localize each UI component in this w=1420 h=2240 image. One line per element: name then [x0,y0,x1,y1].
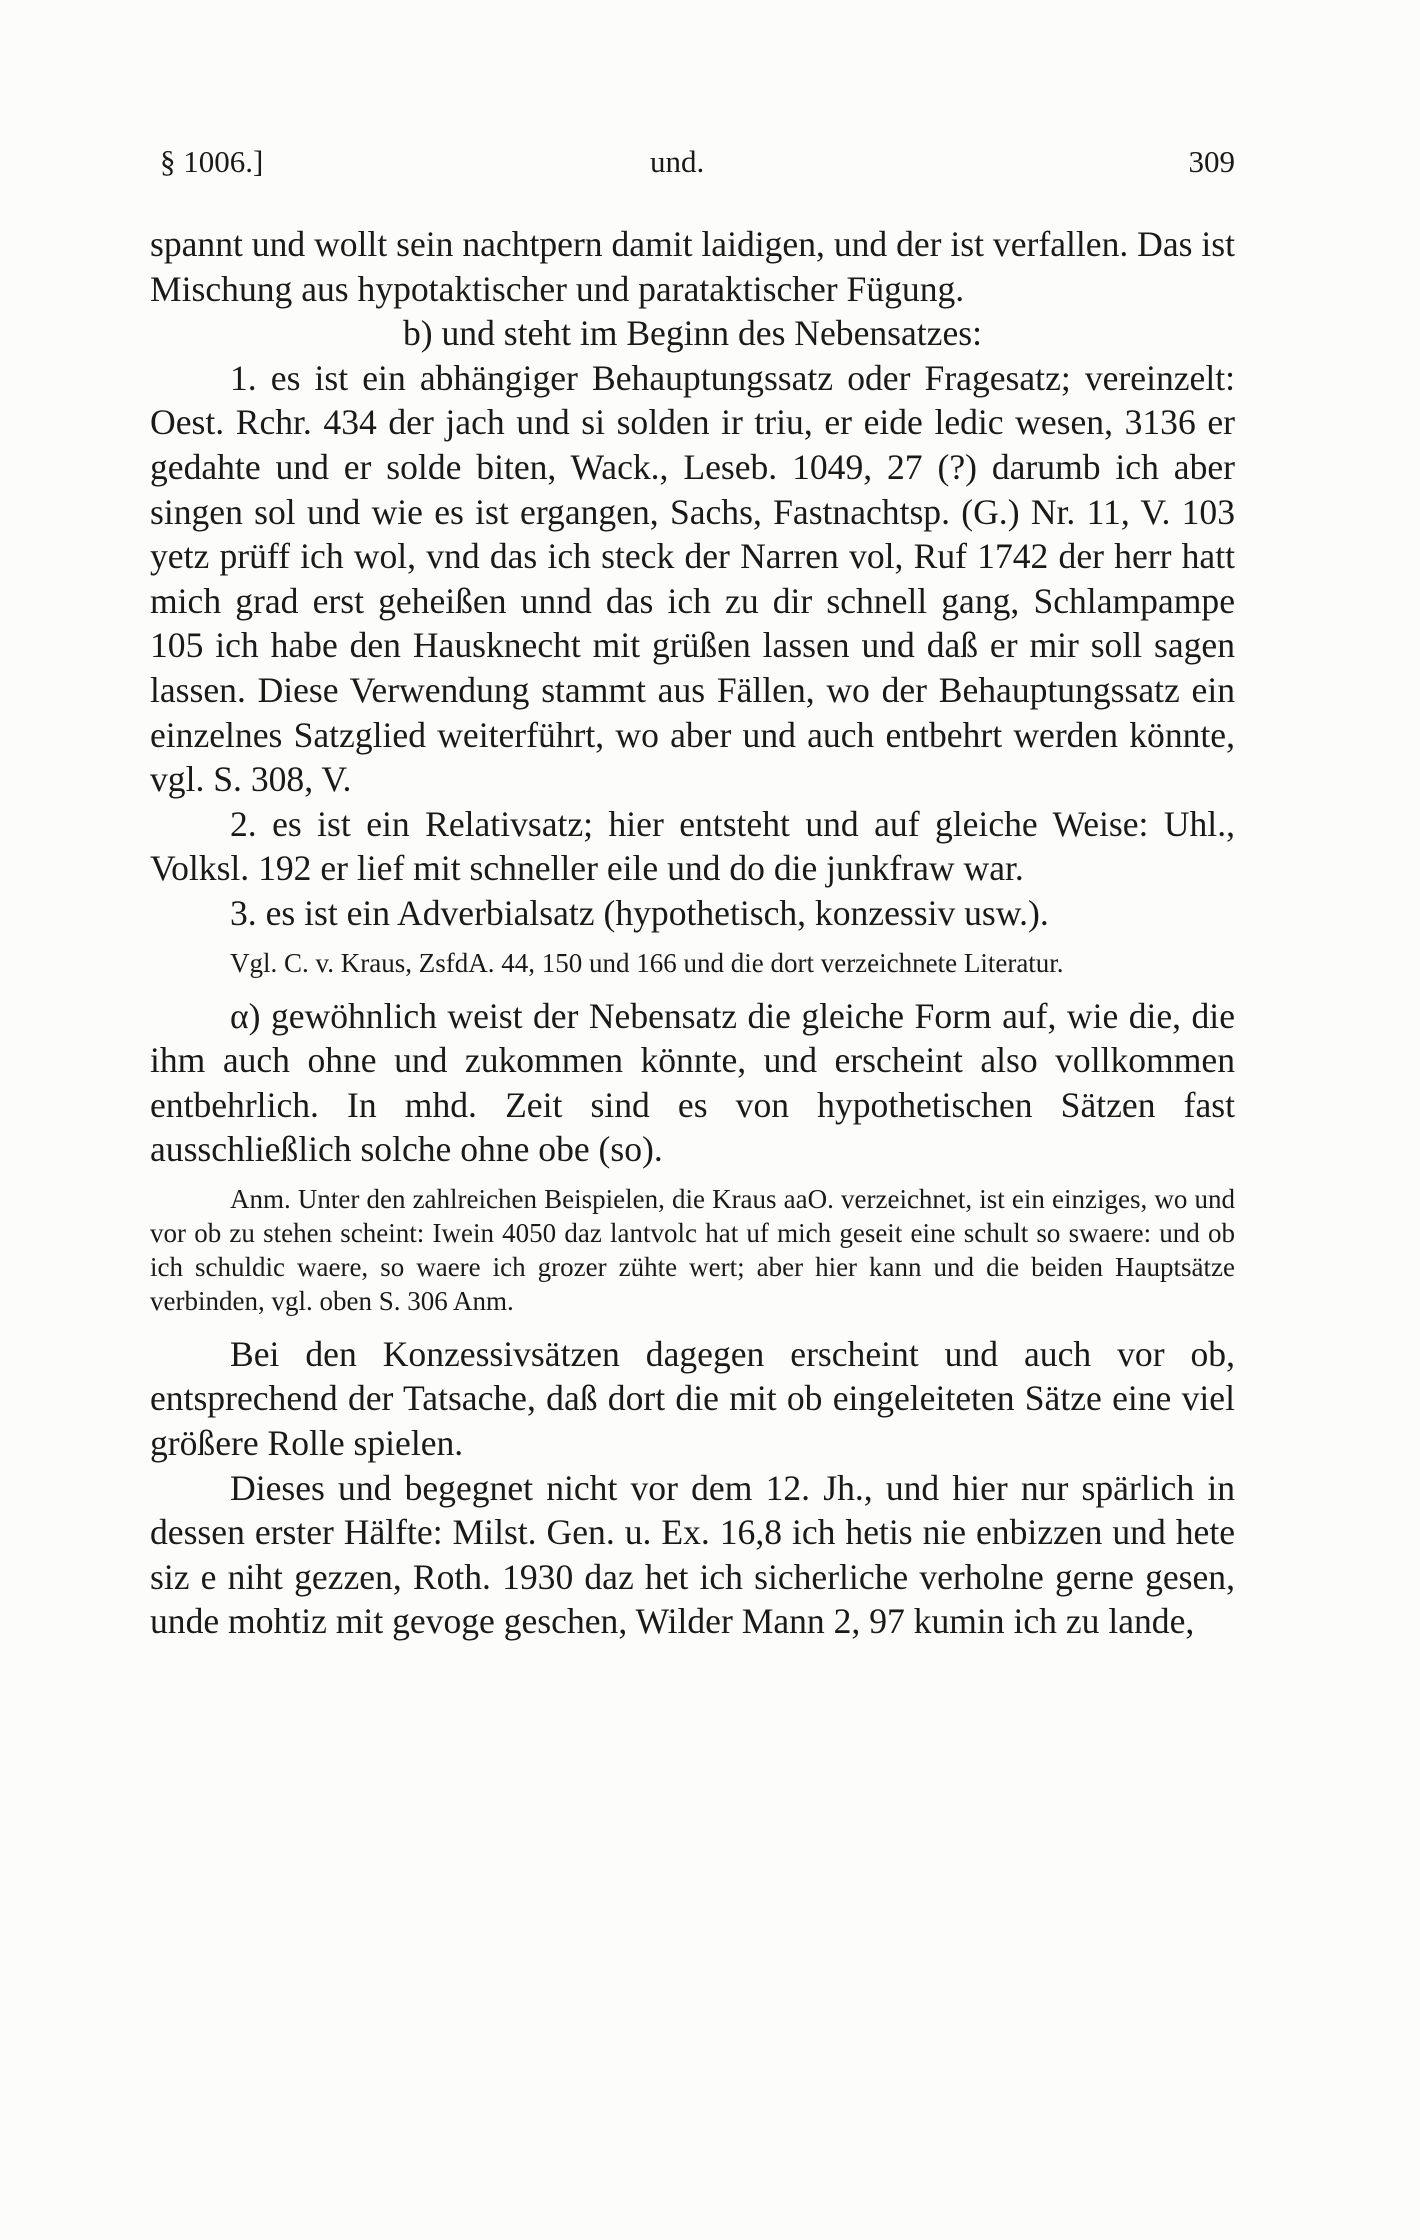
paragraph-item-3: 3. es ist ein Adverbialsatz (hypothetisch, konzessiv usw.). [230,892,1049,933]
running-header [160,144,1235,184]
running-title: und. [650,144,705,179]
annotation-note: Anm. Unter den zahlreichen Beispielen, die Kraus aaO. verzeichnet, ist ein einziges, wo und vor ob zu stehen scheint: Iwein 4050 daz lantvolc hat uf mich geseit eine schult so swaere: und ob ich schuldic waere, so waere ich grozer zühte wert; aber hier kann und die beiden Hauptsätze verbinden, vgl. oben S. 306 Anm. [150,1183,1235,1316]
paragraph-alpha: α) gewöhnlich weist der Nebensatz die gleiche Form auf, wie die, die ihm auch ohne und zukommen könnte, und erscheint also vollkommen entbehrlich. In mhd. Zeit sind es von hypothetischen Sätzen fast ausschließlich solche ohne obe (so). [150,995,1235,1170]
paragraph-dieses-und: Dieses und begegnet nicht vor dem 12. Jh., und hier nur spärlich in dessen erster Hälfte: Milst. Gen. u. Ex. 16,8 ich hetis nie enbizzen und hete siz e niht gezzen, Roth. 1930 daz het ich sicherliche verholne gerne gesen, unde mohtiz mit gevoge geschen, Wilder Mann 2, 97 kumin ich zu lande, [150,1467,1235,1642]
footnote-reference: Vgl. C. v. Kraus, ZsfdA. 44, 150 und 166 und die dort verzeichnete Literatur. [230,947,1064,978]
paragraph-item-1: 1. es ist ein abhängiger Behauptungssatz oder Fragesatz; vereinzelt: Oest. Rchr. 434 der jach und si solden ir triu, er eide ledic wesen, 3136 er gedahte und er solde biten, Wack., Leseb. 1049, 27 (?) darumb ich aber singen sol und wie es ist ergangen, Sachs, Fastnachtsp. (G.) Nr. 11, V. 103 yetz prüff ich wol, vnd das ich steck der Narren vol, Ruf 1742 der herr hatt mich grad erst geheißen unnd das ich zu dir schnell gang, Schlampampe 105 ich habe den Hausknecht mit grüßen lassen und daß er mir soll sagen lassen. Diese Verwendung stammt aus Fällen, wo der Behauptungssatz ein einzelnes Satzglied weiterführt, wo aber und auch entbehrt werden könnte, vgl. S. 308, V. [150,357,1235,800]
page-body [150,222,1235,1644]
page-number: 309 [1188,144,1235,179]
paragraph-item-2: 2. es ist ein Relativsatz; hier entsteht und auf gleiche Weise: Uhl., Volksl. 192 er lief mit schneller eile und do die junkfraw war. [150,803,1235,889]
paragraph-konzessiv: Bei den Konzessivsätzen dagegen erscheint und auch vor ob, entsprechend der Tatsache, daß dort die mit ob eingeleiteten Sätze eine viel größere Rolle spielen. [150,1333,1235,1464]
section-reference: § 1006.] [160,144,264,179]
subsection-b-heading: b) und steht im Beginn des Nebensatzes: [402,313,982,354]
paragraph-continuation: spannt und wollt sein nachtpern damit laidigen, und der ist verfallen. Das ist Mischung aus hypotaktischer und parataktischer Fügung. [150,224,1235,309]
